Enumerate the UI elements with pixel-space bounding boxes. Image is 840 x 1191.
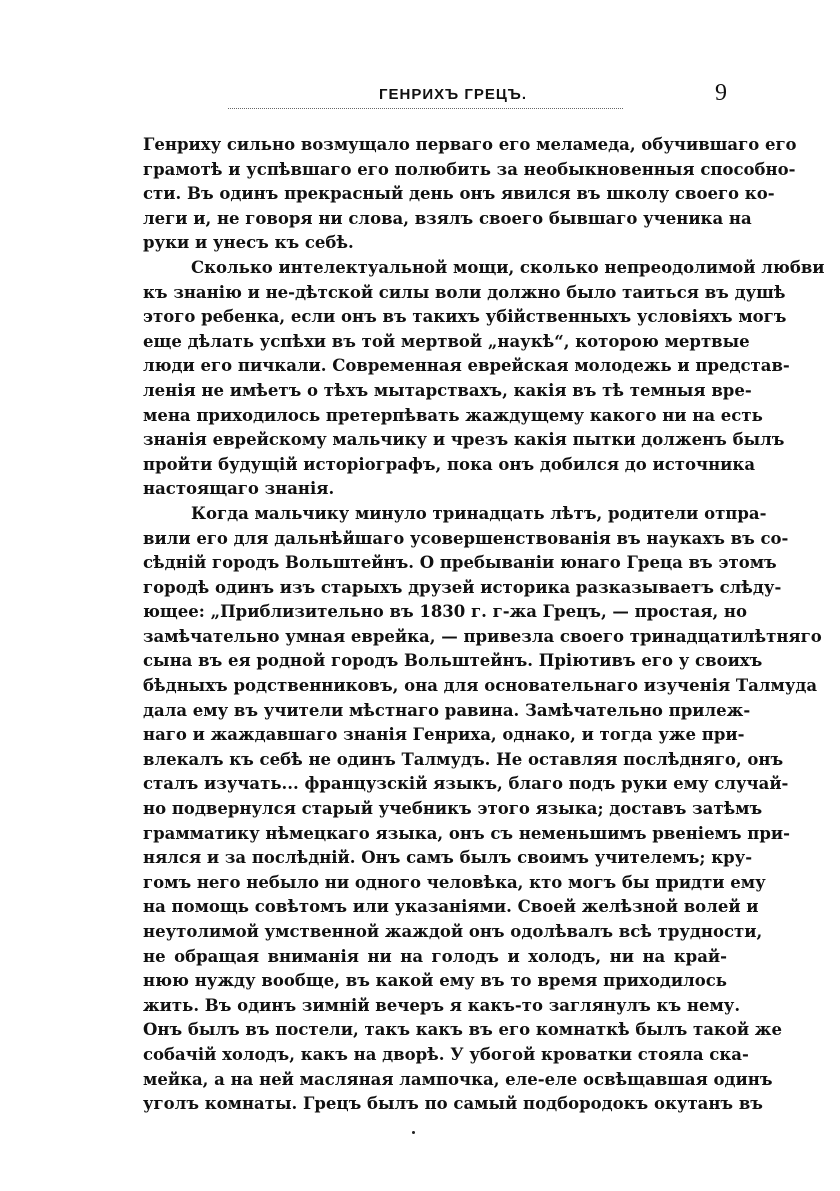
text-line: знанія еврейскому мальчику и чрезъ какія пытки долженъ былъ [143,430,785,450]
page-header [143,80,733,116]
text-line: вили его для дальнѣйшаго усовершенствованія въ наукахъ въ со- [143,528,789,548]
text-line: сына въ ея родной городъ Вольштейнъ. Пріютивъ его у своихъ [143,651,763,671]
text-line: наго и жаждавшаго знанія Генриха, однако, и тогда уже при- [143,725,745,745]
text-line: собачій холодъ, какъ на дворѣ. У убогой кроватки стояла ска- [143,1044,749,1064]
text-line: руки и унесъ къ себѣ. [143,233,354,253]
text-line: городѣ одинъ изъ старыхъ друзей историка разказываетъ слѣду- [143,577,782,597]
text-line: леги и, не говоря ни слова, взялъ своего бывшаго ученика на [143,208,752,228]
print-speck [412,1131,415,1134]
text-line: грамотѣ и успѣвшаго его полюбить за необыкновенныя способно- [143,159,796,179]
text-line: сти. Въ одинъ прекрасный день онъ явился въ школу своего ко- [143,184,775,204]
text-line: не обращая вниманія ни на голодъ и холодъ, ни на край- [143,946,727,966]
text-line: Генриху сильно возмущало перваго его меламеда, обучившаго его [143,135,797,154]
text-line: мейка, а на ней масляная лампочка, еле-еле освѣщавшая одинъ [143,1069,773,1089]
text-line: грамматику нѣмецкаго языка, онъ съ неменьшимъ рвеніемъ при- [143,823,790,843]
running-title: ГЕНРИХЪ ГРЕЦЪ. [378,86,528,103]
text-line: замѣчательно умная еврейка, — привезла своего тринадцатилѣтняго [143,626,822,646]
text-line: люди его пичкали. Современная еврейская молодежь и представ- [143,356,790,376]
text-line: сѣдній городъ Вольштейнъ. О пребываніи юнаго Греца въ этомъ [143,553,777,573]
text-line: нялся и за послѣдній. Онъ самъ былъ своимъ учителемъ; кру- [143,848,753,868]
text-line: Когда мальчику минуло тринадцать лѣтъ, родители отпра- [191,503,767,523]
text-line: еще дѣлать успѣхи въ той мертвой „наукѣ“, которою мертвые [143,331,750,351]
text-line: этого ребенка, если онъ въ такихъ убійственныхъ условіяхъ могъ [143,307,787,327]
text-line: ленія не имѣетъ о тѣхъ мытарствахъ, какія въ тѣ темныя вре- [143,380,752,400]
body-text [143,133,825,1117]
text-line: Онъ былъ въ постели, такъ какъ въ его комнаткѣ былъ такой же [143,1020,782,1040]
header-rule [228,108,623,109]
text-line: неутолимой умственной жаждой онъ одолѣвалъ всѣ трудности, [143,922,763,941]
text-line: жить. Въ одинъ зимній вечеръ я какъ-то заглянулъ къ нему. [143,995,741,1015]
text-line: настоящаго знанія. [143,479,335,499]
text-line: влекалъ къ себѣ не одинъ Талмудъ. Не оставляя послѣдняго, онъ [143,749,784,769]
text-line: нюю нужду вообще, въ какой ему въ то время приходилось [143,971,727,991]
text-line: уголъ комнаты. Грецъ былъ по самый подбородокъ окутанъ въ [143,1094,763,1114]
text-line: сталъ изучать... французскій языкъ, благо подъ руки ему случай- [143,774,789,794]
text-line: гомъ него небыло ни одного человѣка, кто могъ бы придти ему [143,872,766,892]
text-line: но подвернулся старый учебникъ этого языка; доставъ затѣмъ [143,799,763,819]
text-line: дала ему въ учители мѣстнаго равина. Замѣчательно прилеж- [143,700,751,720]
text-line: Сколько интелектуальной мощи, сколько непреодолимой любви [191,257,825,277]
paragraph [143,256,825,502]
text-line: пройти будущій исторіографъ, пока онъ добился до источника [143,454,756,474]
text-line: на помощь совѣтомъ или указаніями. Своей желѣзной волей и [143,897,759,917]
text-line: бѣдныхъ родственниковъ, она для основательнаго изученія Талмуда [143,676,818,696]
text-line: мена приходилось претерпѣвать жаждущему какого ни на есть [143,405,763,425]
text-line: къ знанію и не-дѣтской силы воли должно было таиться въ душѣ [143,282,786,302]
page-number: 9 [715,80,727,106]
paragraph [143,133,797,256]
text-line: ющее: „Приблизительно въ 1830 г. г-жа Грецъ, — простая, но [143,602,748,622]
paragraph [143,502,822,1117]
